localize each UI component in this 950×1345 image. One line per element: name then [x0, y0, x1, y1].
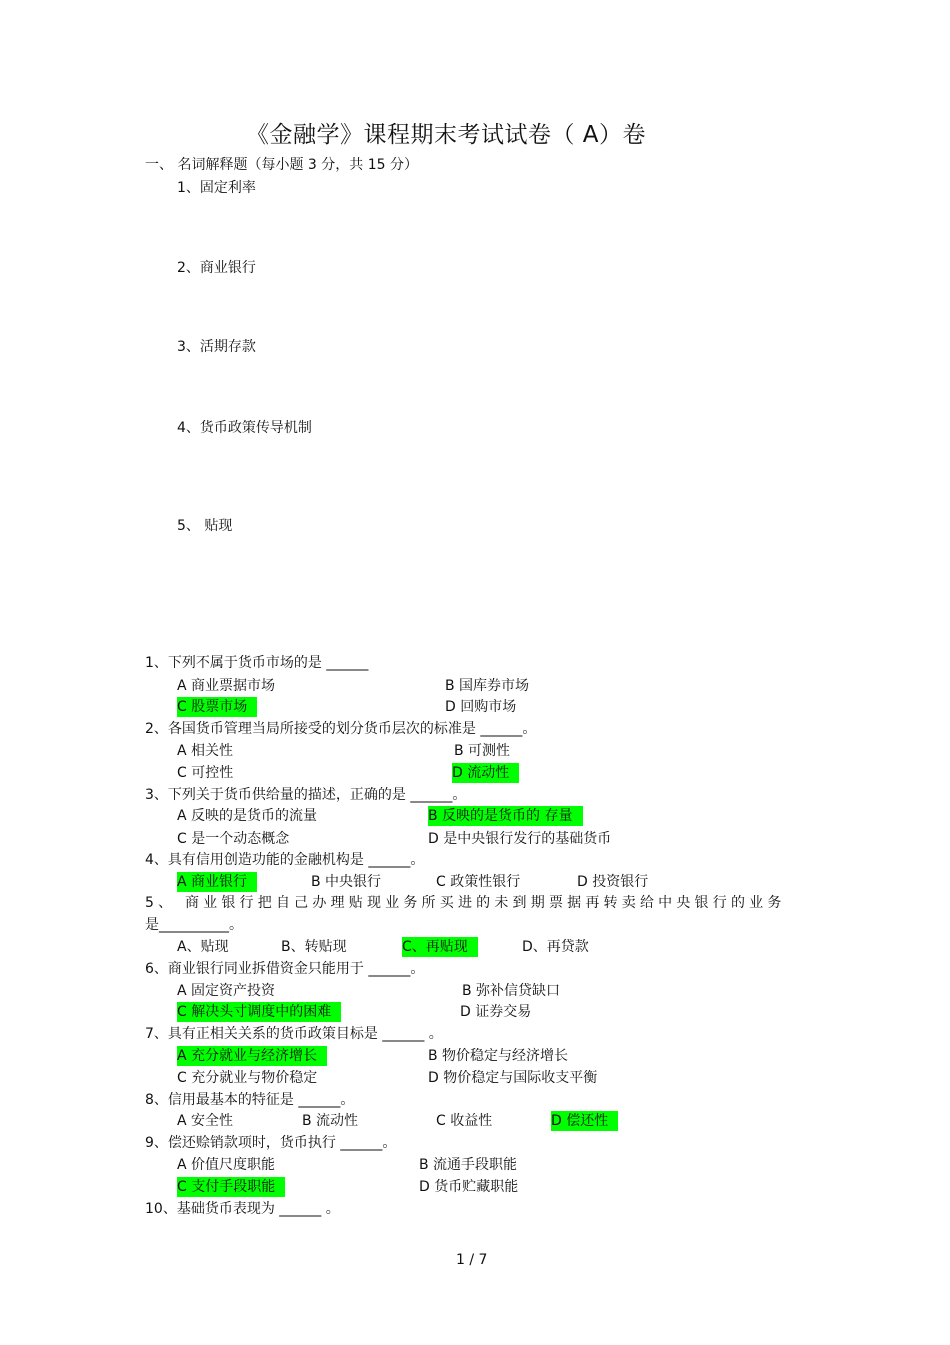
option-b-answer: B 反映的是货币的 存量: [428, 806, 583, 826]
option-d: D 投资银行: [577, 874, 649, 890]
option-a: A 商业票据市场: [177, 678, 276, 694]
question-stem: 7、具有正相关关系的货币政策目标是 ______ 。: [145, 1026, 443, 1042]
option-d: D 回购市场: [445, 699, 517, 715]
question-stem: 3、下列关于货币供给量的描述，正确的是 ______。: [145, 787, 467, 803]
option-d: D 物价稳定与国际收支平衡: [428, 1070, 598, 1086]
option-c-answer: C 支付手段职能: [177, 1177, 285, 1197]
question-stem: 8、信用最基本的特征是 ______。: [145, 1092, 355, 1108]
question-stem-continued: 是__________。: [145, 917, 243, 933]
option-d: D、再贷款: [522, 939, 589, 955]
option-d: D 货币贮藏职能: [419, 1179, 519, 1195]
option-b: B 流通手段职能: [419, 1157, 518, 1173]
question-stem: 5、 商业银行把自己办理贴现业务所买进的未到期票据再转卖给中央银行的业务: [145, 895, 786, 911]
option-b: B 物价稳定与经济增长: [428, 1048, 569, 1064]
option-c: C 政策性银行: [436, 874, 521, 890]
option-b: B 流动性: [302, 1113, 359, 1129]
option-a: A 价值尺度职能: [177, 1157, 276, 1173]
option-d: D 证券交易: [460, 1004, 532, 1020]
option-c: C 是一个动态概念: [177, 831, 290, 847]
option-b: B 弥补信贷缺口: [462, 983, 561, 999]
question-stem: 4、具有信用创造功能的金融机构是 ______。: [145, 852, 425, 868]
option-a: A 固定资产投资: [177, 983, 276, 999]
term-item: 1、固定利率: [177, 180, 256, 196]
option-c-answer: C、再贴现: [402, 937, 478, 957]
question-stem: 10、基础货币表现为 ______ 。: [145, 1201, 340, 1217]
option-c-answer: C 解决头寸调度中的困难: [177, 1002, 341, 1022]
option-a: A 反映的是货币的流量: [177, 808, 318, 824]
option-a-answer: A 商业银行: [177, 872, 257, 892]
option-b: B 可测性: [454, 743, 511, 759]
option-b: B、转贴现: [281, 939, 347, 955]
question-stem: 1、下列不属于货币市场的是 ______: [145, 655, 369, 671]
option-d: D 是中央银行发行的基础货币: [428, 831, 612, 847]
option-a-answer: A 充分就业与经济增长: [177, 1046, 327, 1066]
section-heading: 一、 名词解释题（每小题 3 分，共 15 分）: [145, 157, 418, 173]
option-d-answer: D 偿还性: [551, 1111, 618, 1131]
option-a: A 安全性: [177, 1113, 234, 1129]
option-b: B 中央银行: [311, 874, 382, 890]
term-item: 3、活期存款: [177, 339, 256, 355]
page-title: 《金融学》课程期末考试试卷（ A）卷: [246, 122, 647, 148]
question-stem: 2、各国货币管理当局所接受的划分货币层次的标准是 ______。: [145, 721, 537, 737]
term-item: 4、货币政策传导机制: [177, 420, 312, 436]
option-c: C 可控性: [177, 765, 234, 781]
option-a: A 相关性: [177, 743, 234, 759]
question-stem: 9、偿还赊销款项时，货币执行 ______。: [145, 1135, 397, 1151]
page-number: 1 / 7: [456, 1252, 488, 1268]
option-d-answer: D 流动性: [452, 763, 519, 783]
option-c: C 收益性: [436, 1113, 493, 1129]
term-item: 5、 贴现: [177, 518, 233, 534]
term-item: 2、商业银行: [177, 260, 256, 276]
option-c-answer: C 股票市场: [177, 697, 257, 717]
option-b: B 国库券市场: [445, 678, 530, 694]
option-a: A、贴现: [177, 939, 229, 955]
option-c: C 充分就业与物价稳定: [177, 1070, 318, 1086]
question-stem: 6、商业银行同业拆借资金只能用于 ______。: [145, 961, 425, 977]
